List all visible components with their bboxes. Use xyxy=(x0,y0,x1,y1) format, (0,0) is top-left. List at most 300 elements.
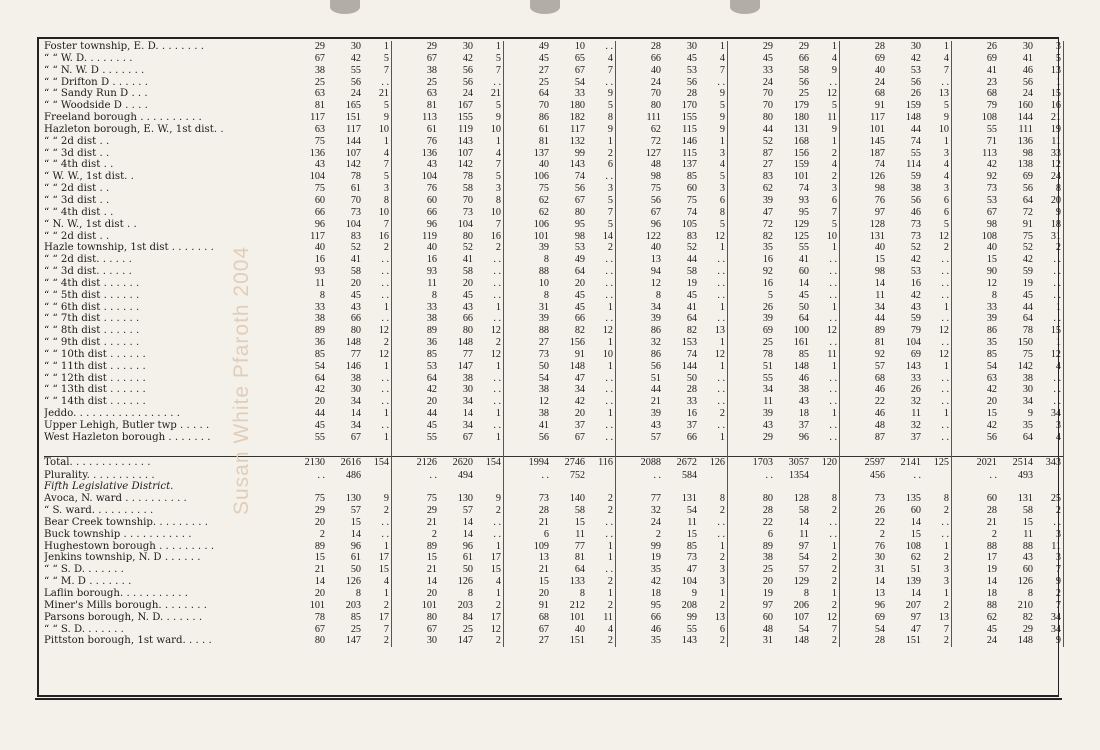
vote-cell: 62 xyxy=(762,183,773,195)
vote-cell: 70 xyxy=(650,88,661,100)
vote-cell: 50 xyxy=(350,564,361,576)
vote-cell: 12 xyxy=(923,325,952,337)
vote-cell: 33 xyxy=(1035,148,1064,160)
vote-cell: 95 xyxy=(798,206,809,218)
vote-cell: 85 xyxy=(426,348,437,360)
vote-cell: . . xyxy=(587,564,616,576)
vote-cell: 1 xyxy=(587,552,616,564)
vote-cell: 96 xyxy=(314,218,325,230)
vote-cell: 46 xyxy=(910,206,921,218)
vote-cell: 24 xyxy=(1022,88,1033,100)
vote-cell xyxy=(504,481,552,493)
vote-cell: 8 xyxy=(923,493,952,505)
row-label: West Hazleton borough . . . . . . . xyxy=(44,431,211,443)
vote-cell: . . xyxy=(923,517,952,529)
vote-cell: 41 xyxy=(1022,52,1033,64)
vote-cell: 2 xyxy=(699,505,728,517)
vote-cell: 85 xyxy=(686,171,697,183)
vote-cell: 8 xyxy=(699,207,728,219)
vote-cell: 155 xyxy=(681,112,697,124)
vote-cell: 39 xyxy=(650,408,661,420)
vote-cell: 14 xyxy=(986,576,997,588)
vote-cell: . . xyxy=(587,373,616,385)
vote-cell: 56 xyxy=(910,76,921,88)
vote-cell: 27 xyxy=(538,337,549,349)
vote-cell: . . xyxy=(923,337,952,349)
vote-cell: 63 xyxy=(314,123,325,135)
vote-cell: 37 xyxy=(910,431,921,443)
vote-cell: 60 xyxy=(426,194,437,206)
vote-cell: 9 xyxy=(923,112,952,124)
vote-cell: 115 xyxy=(682,123,697,135)
vote-cell: 16 xyxy=(762,254,773,266)
table-row xyxy=(44,541,1064,553)
vote-cell: 11 xyxy=(811,112,840,124)
vote-cell: 7 xyxy=(923,65,952,77)
vote-cell: 15 xyxy=(574,516,585,528)
vote-cell: . . xyxy=(811,384,840,396)
vote-cell: 23 xyxy=(986,76,997,88)
vote-cell: 2 xyxy=(587,505,616,517)
vote-cell: 1 xyxy=(587,408,616,420)
vote-cell: 5 xyxy=(923,219,952,231)
vote-cell: . . xyxy=(699,77,728,89)
vote-cell: 54 xyxy=(798,552,809,564)
vote-cell: 61 xyxy=(538,123,549,135)
vote-cell: 34 xyxy=(650,301,661,313)
vote-cell: 27 xyxy=(762,159,773,171)
vote-cell: 52 xyxy=(762,135,773,147)
vote-cell: 97 xyxy=(762,599,773,611)
vote-cell: 106 xyxy=(533,171,549,183)
vote-cell: 14 xyxy=(350,528,361,540)
vote-cell: 210 xyxy=(1017,599,1033,611)
vote-cell: 30 xyxy=(1022,41,1033,52)
vote-cell: 74 xyxy=(574,171,585,183)
vote-cell: 104 xyxy=(905,337,921,349)
vote-cell: . . xyxy=(699,420,728,432)
vote-cell: 3 xyxy=(363,183,392,195)
vote-cell xyxy=(1035,481,1064,493)
vote-cell: . . xyxy=(1035,396,1064,408)
vote-cell: 52 xyxy=(910,242,921,254)
punch-hole-mark xyxy=(330,0,360,14)
vote-cell: 67 xyxy=(426,623,437,635)
vote-cell xyxy=(280,444,327,456)
vote-cell: . . xyxy=(363,529,392,541)
vote-cell: 81 xyxy=(426,100,437,112)
vote-cell: . . xyxy=(475,77,504,89)
vote-cell: 64 xyxy=(798,313,809,325)
vote-cell: 63 xyxy=(986,372,997,384)
vote-cell: 125 xyxy=(923,456,952,470)
vote-cell: 2088 xyxy=(616,456,664,470)
vote-cell: 94 xyxy=(650,266,661,278)
vote-cell: 30 xyxy=(462,41,473,52)
vote-cell: 70 xyxy=(762,88,773,100)
vote-cell: 98 xyxy=(1022,147,1033,159)
vote-cell: 4 xyxy=(475,148,504,160)
vote-cell: 28 xyxy=(686,88,697,100)
vote-cell xyxy=(439,481,475,493)
vote-cell: 96 xyxy=(350,540,361,552)
vote-cell: 34 xyxy=(350,420,361,431)
vote-cell: 187 xyxy=(869,147,885,159)
vote-cell: 9 xyxy=(691,587,697,599)
vote-cell: 17 xyxy=(475,612,504,624)
vote-cell: 28 xyxy=(874,41,885,52)
vote-cell: 6 xyxy=(699,195,728,207)
vote-cell: 343 xyxy=(1035,456,1064,470)
vote-cell: 39 xyxy=(762,313,773,325)
table-row xyxy=(44,219,1064,231)
vote-cell: 46 xyxy=(650,623,661,635)
vote-cell: 131 xyxy=(681,493,697,505)
vote-cell: . . xyxy=(811,337,840,349)
vote-cell: 13 xyxy=(874,587,885,599)
vote-cell: . . xyxy=(317,469,325,481)
vote-cell: . . xyxy=(811,266,840,278)
vote-cell: 140 xyxy=(569,493,585,505)
vote-cell: 15 xyxy=(1035,325,1064,337)
vote-cell: 12 xyxy=(923,231,952,243)
vote-cell: 30 xyxy=(426,635,437,647)
vote-cell: 57 xyxy=(350,505,361,517)
vote-cell: 96 xyxy=(874,599,885,611)
vote-cell: 14 xyxy=(587,231,616,243)
row-label: “ “ 3d dist . . xyxy=(44,147,110,159)
vote-cell: 26 xyxy=(762,301,773,313)
vote-cell: 12 xyxy=(923,349,952,361)
vote-cell: 165 xyxy=(345,100,361,112)
vote-cell: 19 xyxy=(1035,124,1064,136)
vote-cell: 42 xyxy=(910,254,921,266)
vote-cell: 69 xyxy=(986,52,997,64)
vote-cell xyxy=(999,444,1035,456)
vote-cell: 159 xyxy=(905,100,921,112)
vote-cell: 42 xyxy=(350,52,361,64)
vote-cell: 80 xyxy=(350,325,361,337)
vote-cell: 30 xyxy=(1022,384,1033,396)
vote-cell: 107 xyxy=(457,147,473,159)
vote-cell: 82 xyxy=(574,325,585,337)
vote-cell: 67 xyxy=(314,52,325,64)
vote-cell: 45 xyxy=(462,289,473,301)
vote-cell: 26 xyxy=(986,41,997,52)
vote-cell: 1 xyxy=(699,432,728,444)
vote-cell: 60 xyxy=(314,194,325,206)
vote-cell: 92 xyxy=(986,171,997,183)
vote-cell: 84 xyxy=(462,611,473,623)
vote-cell: 37 xyxy=(686,420,697,431)
vote-cell: 101 xyxy=(421,599,437,611)
vote-cell: 40 xyxy=(538,159,549,171)
vote-cell: 2 xyxy=(811,148,840,160)
vote-cell: 2 xyxy=(811,505,840,517)
vote-cell: 12 xyxy=(538,396,549,408)
table-row xyxy=(44,88,1064,100)
vote-cell: . . xyxy=(363,278,392,290)
table-row xyxy=(44,408,1064,420)
table-row xyxy=(44,505,1064,517)
vote-cell: 70 xyxy=(538,100,549,112)
vote-cell: 45 xyxy=(574,289,585,301)
row-label: “ “ 2d dist . . xyxy=(44,230,110,242)
vote-cell: 67 xyxy=(426,52,437,64)
vote-cell: 6 xyxy=(587,159,616,171)
vote-cell: 53 xyxy=(426,360,437,372)
vote-cell: 73 xyxy=(538,493,549,505)
vote-cell: . . xyxy=(363,77,392,89)
vote-cell: 10 xyxy=(811,231,840,243)
vote-cell: . . xyxy=(587,171,616,183)
vote-cell: 31 xyxy=(538,301,549,313)
vote-cell: 58 xyxy=(798,505,809,517)
vote-cell: 27 xyxy=(538,635,549,647)
vote-cell: 35 xyxy=(650,564,661,576)
vote-cell: 14 xyxy=(874,576,885,588)
vote-cell: 151 xyxy=(345,112,361,124)
vote-cell: 88 xyxy=(538,325,549,337)
vote-cell: 5 xyxy=(475,171,504,183)
vote-cell: 43 xyxy=(650,420,661,431)
vote-cell: 81 xyxy=(538,135,549,147)
vote-cell: 13 xyxy=(699,325,728,337)
vote-cell: 10 xyxy=(363,207,392,219)
row-label: Bear Creek township. . . . . . . . . xyxy=(44,516,208,528)
vote-cell: . . xyxy=(587,278,616,290)
vote-cell: 56 xyxy=(798,76,809,88)
vote-cell: 14 xyxy=(314,576,325,588)
vote-cell: 40 xyxy=(986,242,997,254)
vote-cell: 4 xyxy=(811,53,840,65)
vote-cell: 21 xyxy=(426,516,437,528)
vote-cell: 16 xyxy=(1035,100,1064,112)
vote-cell: . . xyxy=(811,396,840,408)
vote-cell: . . xyxy=(363,290,392,302)
vote-cell: 11 xyxy=(763,396,773,408)
vote-cell: . . xyxy=(923,278,952,290)
vote-cell: 13 xyxy=(923,612,952,624)
vote-cell: 52 xyxy=(350,242,361,254)
vote-cell: 42 xyxy=(462,52,473,64)
vote-cell: 48 xyxy=(762,623,773,635)
vote-cell: 1 xyxy=(811,408,840,420)
vote-cell: 66 xyxy=(650,611,661,623)
vote-cell: . . xyxy=(475,278,504,290)
vote-cell: 27 xyxy=(538,64,549,76)
district-heading: Fifth Legislative District. xyxy=(44,481,174,493)
vote-cell: 12 xyxy=(811,325,840,337)
vote-cell: 65 xyxy=(574,52,585,64)
vote-cell: 55 xyxy=(798,242,809,254)
vote-cell: 17 xyxy=(363,552,392,564)
vote-cell: 494 xyxy=(458,469,473,481)
vote-cell: 12 xyxy=(363,325,392,337)
row-label: Upper Lehigh, Butler twp . . . . . xyxy=(44,420,210,431)
vote-cell: 85 xyxy=(350,611,361,623)
vote-cell: 62 xyxy=(986,611,997,623)
row-label: “ “ 2d dist . . xyxy=(44,135,110,147)
vote-cell: 2 xyxy=(923,600,952,612)
vote-cell: 16 xyxy=(475,231,504,243)
vote-cell: 1 xyxy=(923,588,952,600)
vote-cell: 30 xyxy=(686,41,697,52)
vote-cell: 32 xyxy=(650,505,661,517)
vote-cell: 22 xyxy=(874,516,885,528)
vote-cell: 19 xyxy=(762,587,773,599)
table-row xyxy=(44,325,1064,337)
vote-cell: 50 xyxy=(798,301,809,313)
vote-cell: 25 xyxy=(762,337,773,349)
vote-cell: 29 xyxy=(1022,623,1033,635)
vote-cell: 182 xyxy=(569,112,585,124)
vote-cell: 129 xyxy=(793,576,809,588)
row-label: “ “ Drifton D . . . . . . xyxy=(44,76,149,88)
table-row xyxy=(44,112,1064,124)
vote-cell xyxy=(363,470,392,482)
vote-cell: 51 xyxy=(650,372,661,384)
vote-cell: 54 xyxy=(686,505,697,517)
vote-cell: 75 xyxy=(538,183,549,195)
vote-cell: . . xyxy=(475,420,504,432)
vote-cell: 1 xyxy=(587,588,616,600)
vote-cell: 6 xyxy=(699,624,728,636)
vote-cell: 41 xyxy=(462,254,473,266)
table-row xyxy=(44,470,1064,482)
vote-cell: 64 xyxy=(686,313,697,325)
vote-cell: 15 xyxy=(910,528,921,540)
row-label: “ S. ward. . . . . . . . . . xyxy=(44,505,154,517)
vote-cell: . . xyxy=(699,384,728,396)
vote-cell: 143 xyxy=(569,159,585,171)
vote-cell: 104 xyxy=(457,218,473,230)
vote-cell: 32 xyxy=(910,420,921,431)
vote-cell: 54 xyxy=(798,623,809,635)
vote-cell: 111 xyxy=(1018,123,1033,135)
vote-cell: 33 xyxy=(910,372,921,384)
vote-cell: . . xyxy=(1035,278,1064,290)
vote-cell: 144 xyxy=(681,360,697,372)
row-label: Total. . . . . . . . . . . . . xyxy=(44,456,280,470)
vote-cell: 125 xyxy=(793,230,809,242)
vote-cell: 20 xyxy=(986,396,997,408)
table-row xyxy=(44,231,1064,243)
vote-cell: 3 xyxy=(1035,552,1064,564)
vote-cell: 13 xyxy=(699,612,728,624)
row-label: “ “ 13th dist . . . . . . xyxy=(44,384,146,396)
table-row xyxy=(44,361,1064,373)
vote-cell: 57 xyxy=(650,431,661,443)
vote-cell: . . xyxy=(923,77,952,89)
vote-cell: 12 xyxy=(811,612,840,624)
vote-cell: 80 xyxy=(314,635,325,647)
vote-cell: 64 xyxy=(574,266,585,278)
vote-cell: 31 xyxy=(762,635,773,647)
vote-cell: 99 xyxy=(650,540,661,552)
vote-cell: 53 xyxy=(574,242,585,254)
vote-cell: 54 xyxy=(314,360,325,372)
vote-cell: 28 xyxy=(538,505,549,517)
vote-cell: 20 xyxy=(350,277,361,289)
vote-cell: 60 xyxy=(762,611,773,623)
vote-cell: 1 xyxy=(699,41,728,53)
vote-cell: 2126 xyxy=(392,456,440,470)
vote-cell: 1 xyxy=(363,408,392,420)
vote-cell xyxy=(327,444,363,456)
vote-cell: 82 xyxy=(686,325,697,337)
vote-cell: . . xyxy=(923,254,952,266)
vote-cell: 4 xyxy=(587,53,616,65)
table-row xyxy=(44,53,1064,65)
vote-cell: 4 xyxy=(699,159,728,171)
vote-cell: 38 xyxy=(910,183,921,195)
vote-cell: 137 xyxy=(533,147,549,159)
vote-cell: . . xyxy=(923,420,952,432)
vote-cell: 38 xyxy=(426,64,437,76)
vote-cell: . . xyxy=(913,469,921,481)
vote-cell: 8 xyxy=(991,289,997,301)
vote-cell: 33 xyxy=(762,64,773,76)
vote-cell: 2597 xyxy=(840,456,888,470)
vote-cell: 53 xyxy=(686,64,697,76)
vote-cell: 95 xyxy=(650,599,661,611)
vote-cell: 2746 xyxy=(551,456,587,470)
vote-cell: 55 xyxy=(314,431,325,443)
vote-cell: 20 xyxy=(426,396,437,408)
vote-cell: 54 xyxy=(574,76,585,88)
vote-cell: 203 xyxy=(457,599,473,611)
vote-cell: 54 xyxy=(986,360,997,372)
vote-cell: . . xyxy=(587,266,616,278)
vote-cell: 7 xyxy=(475,65,504,77)
vote-cell: 147 xyxy=(457,360,473,372)
vote-cell: 142 xyxy=(457,159,473,171)
vote-cell: 89 xyxy=(874,325,885,337)
vote-cell: 493 xyxy=(1018,469,1033,481)
vote-cell: 2 xyxy=(923,635,952,647)
table-row xyxy=(44,337,1064,349)
vote-cell: 148 xyxy=(793,635,809,647)
vote-cell: 5 xyxy=(699,100,728,112)
vote-cell: 90 xyxy=(986,266,997,278)
vote-cell: 142 xyxy=(345,159,361,171)
vote-cell: 77 xyxy=(650,493,661,505)
vote-cell: 142 xyxy=(1017,360,1033,372)
vote-cell: 10 xyxy=(574,41,585,52)
vote-cell: 15 xyxy=(986,254,997,266)
vote-cell: 76 xyxy=(426,183,437,195)
vote-cell: . . xyxy=(363,396,392,408)
vote-cell: . . xyxy=(587,313,616,325)
vote-cell: 52 xyxy=(462,242,473,254)
vote-cell xyxy=(699,470,728,482)
vote-cell: 17 xyxy=(363,612,392,624)
vote-cell: 9 xyxy=(811,124,840,136)
vote-cell: 146 xyxy=(345,360,361,372)
vote-cell: . . xyxy=(587,517,616,529)
vote-cell: 9 xyxy=(811,65,840,77)
vote-cell: 15 xyxy=(1035,88,1064,100)
vote-cell: 61 xyxy=(350,552,361,564)
vote-cell: 30 xyxy=(874,552,885,564)
vote-cell: . . xyxy=(363,420,392,432)
vote-cell: 89 xyxy=(314,325,325,337)
vote-cell: 7 xyxy=(363,219,392,231)
vote-cell: 1 xyxy=(475,541,504,553)
vote-cell: 42 xyxy=(574,396,585,408)
vote-cell: 45 xyxy=(1022,289,1033,301)
